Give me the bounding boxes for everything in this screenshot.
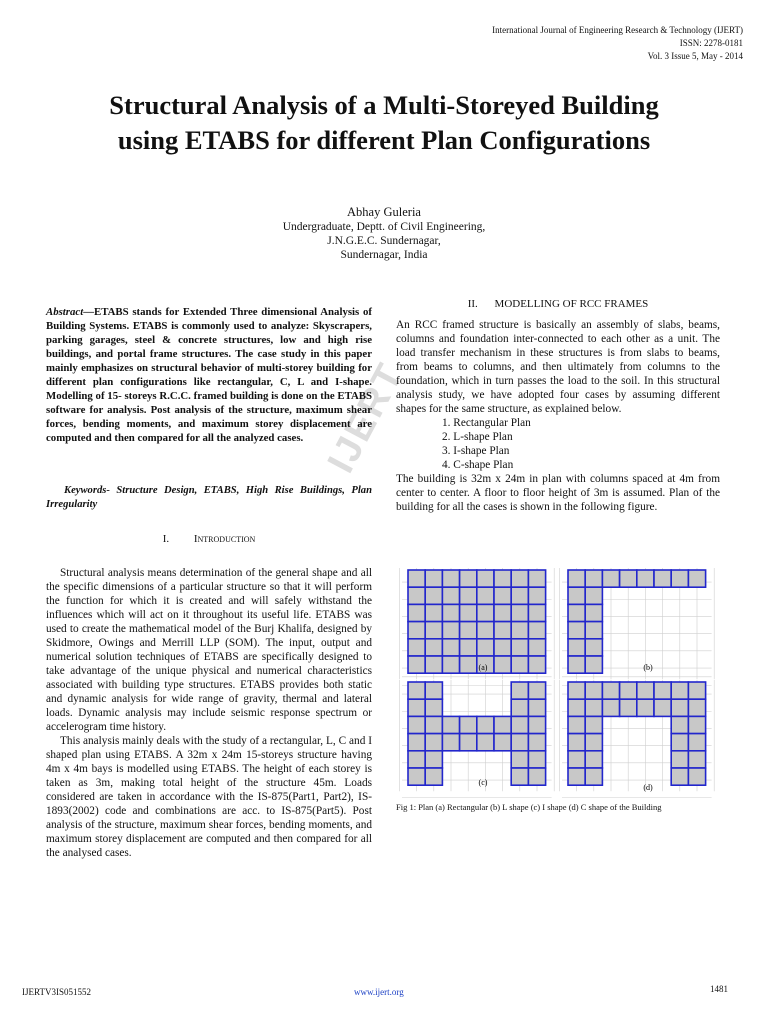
plan-bay: [425, 656, 442, 673]
plan-bay: [425, 734, 442, 751]
plan-l-shape: [559, 566, 714, 685]
plan-bay: [494, 734, 511, 751]
plan-bay: [585, 587, 602, 604]
plan-bay: [688, 699, 705, 716]
plan-bay: [688, 682, 705, 699]
plan-bay: [460, 656, 477, 673]
plan-bay: [585, 699, 602, 716]
plan-bay: [408, 751, 425, 768]
case-list: [396, 416, 720, 472]
plan-bay: [528, 570, 545, 587]
plan-bay: [511, 587, 528, 604]
plan-bay: [585, 734, 602, 751]
plan-bay: [460, 622, 477, 639]
plan-bay: [408, 570, 425, 587]
plan-bay: [408, 604, 425, 621]
plan-bay: [442, 587, 459, 604]
plan-bay: [568, 751, 585, 768]
plan-bay: [494, 587, 511, 604]
plan-bay: [602, 699, 619, 716]
section-heading-introduction: [46, 533, 372, 545]
plan-bay: [637, 699, 654, 716]
plan-bay: [585, 751, 602, 768]
plan-bay: [602, 682, 619, 699]
plan-bay: [585, 639, 602, 656]
plan-bay: [511, 751, 528, 768]
plan-bay: [494, 570, 511, 587]
figure-caption: Fig 1: Plan (a) Rectangular (b) L shape (c) I shape (d) C shape of the Building: [396, 802, 662, 812]
plan-bay: [568, 699, 585, 716]
title-line-2: using ETABS for different Plan Configurations: [117, 125, 651, 155]
plan-bay: [460, 604, 477, 621]
plan-bay: [671, 682, 688, 699]
plan-bay: [494, 716, 511, 733]
plan-rectangular: [399, 566, 554, 685]
author-block: [0, 205, 768, 262]
plan-bay: [425, 604, 442, 621]
plan-bay: [585, 768, 602, 785]
plan-bay: [442, 622, 459, 639]
plan-bay: [511, 716, 528, 733]
figure-label-a: (a): [478, 663, 488, 672]
title-line-1: Structural Analysis of a Multi-Storeyed Building: [109, 90, 659, 120]
abstract: [46, 305, 372, 445]
plan-bay: [408, 656, 425, 673]
plan-bay: [408, 587, 425, 604]
plan-bay: [477, 734, 494, 751]
plan-bay: [585, 682, 602, 699]
plan-figure: [398, 566, 720, 798]
plan-bay: [425, 768, 442, 785]
plan-bay: [494, 622, 511, 639]
section-2-title: MODELLING OF RCC FRAMES: [494, 298, 649, 310]
author-affiliation-2: J.N.G.E.C. Sundernagar,: [327, 235, 441, 247]
plan-bay: [442, 604, 459, 621]
plan-bay: [425, 716, 442, 733]
case-item: 4. C-shape Plan: [442, 459, 514, 471]
plan-bay: [620, 699, 637, 716]
plan-bay: [442, 639, 459, 656]
plan-bay: [568, 734, 585, 751]
plan-bay: [408, 699, 425, 716]
plan-bay: [568, 587, 585, 604]
plan-bay: [408, 768, 425, 785]
plan-bay: [568, 570, 585, 587]
modelling-body: [396, 318, 720, 514]
plan-bay: [425, 699, 442, 716]
keywords-text: Structure Design, ETABS, High Rise Buildings, Plan Irregularity: [46, 485, 372, 510]
plan-bay: [585, 570, 602, 587]
plan-bay: [494, 656, 511, 673]
plan-bay: [511, 656, 528, 673]
abstract-label: Abstract: [46, 306, 84, 318]
journal-name: International Journal of Engineering Research & Technology (IJERT): [492, 25, 743, 35]
plan-bay: [460, 587, 477, 604]
case-item: 2. L-shape Plan: [442, 431, 513, 443]
section-heading-modelling: [396, 298, 720, 310]
plan-bay: [408, 682, 425, 699]
plan-bay: [528, 604, 545, 621]
plan-bay: [477, 604, 494, 621]
plan-bay: [528, 682, 545, 699]
plan-bay: [671, 716, 688, 733]
plan-bay: [528, 639, 545, 656]
plan-bay: [637, 570, 654, 587]
plan-bay: [528, 768, 545, 785]
plan-bay: [477, 570, 494, 587]
abstract-dash: —: [83, 306, 94, 318]
plan-bay: [620, 682, 637, 699]
plan-bay: [671, 768, 688, 785]
plan-bay: [477, 639, 494, 656]
plan-bay: [408, 734, 425, 751]
plan-bay: [442, 570, 459, 587]
journal-header: [492, 24, 743, 63]
plan-bay: [511, 682, 528, 699]
plan-bay: [528, 622, 545, 639]
plan-bay: [585, 622, 602, 639]
abstract-text: ETABS stands for Extended Three dimensional Analysis of Building Systems. ETABS is commonly used to analyze: Skyscrapers, parking garages, steel & concrete structures, low and high rise buildings, and portal frame structures. The case study in this paper mainly emphasizes on structural behavior of multi-storey building for different plan configurations like rectangular, C, L and I-shape. Modelling of 15- storeys R.C.C. framed building is done on the ETABS software for analysis. Post analysis of the structure, maximum shear forces, bending moments, and maximum storey displacement are computed and then compared for all the analyzed cases.: [46, 306, 372, 444]
plan-bay: [688, 734, 705, 751]
author-affiliation-1: Undergraduate, Deptt. of Civil Engineering,: [282, 221, 486, 233]
plan-bay: [688, 751, 705, 768]
plan-bay: [528, 734, 545, 751]
plan-bay: [511, 699, 528, 716]
plan-bay: [654, 570, 671, 587]
plan-bay: [494, 604, 511, 621]
plan-bay: [528, 656, 545, 673]
introduction-body: [46, 566, 372, 860]
plan-bay: [528, 587, 545, 604]
plan-bay: [568, 716, 585, 733]
plan-bay: [425, 587, 442, 604]
plan-bay: [568, 682, 585, 699]
plan-bay: [408, 716, 425, 733]
plan-bay: [671, 734, 688, 751]
section-2-number: II.: [467, 298, 478, 310]
author-affiliation-3: Sundernagar, India: [340, 249, 428, 261]
plan-bay: [585, 656, 602, 673]
plan-bay: [585, 604, 602, 621]
plan-bay: [528, 699, 545, 716]
plan-bay: [637, 682, 654, 699]
plan-bay: [408, 639, 425, 656]
plan-bay: [494, 639, 511, 656]
plan-c-shape: [559, 677, 714, 797]
page-number: 1481: [710, 984, 728, 994]
plan-bay: [442, 656, 459, 673]
plan-i-shape: [399, 677, 554, 797]
plan-bay: [425, 622, 442, 639]
paper-id: IJERTV3IS051552: [22, 987, 91, 997]
plan-bay: [425, 751, 442, 768]
plan-bay: [477, 587, 494, 604]
rcc-paragraph-1: An RCC framed structure is basically an assembly of slabs, beams, columns and foundation inter-connected to each other as a unit. The load transfer mechanism in these structures is from slabs to beams, from beams to columns, and then ultimately from columns to the foundation, which in turn passes the load to the soil. In this structural analysis study, we have adopted four cases by assuming different shapes for the same structure, as explained below.: [396, 319, 720, 415]
intro-paragraph-1: Structural analysis means determination of the general shape and all the specific dimensions of a particular structure so that it will perform the function for which it is created and will safely withstand the influences which will act on it throughout its useful life. ETABS was used to create the mathematical model of the Burj Khalifa, designed by Skidmore, Owings and Merrill LLP (SOM). The input, output and numerical solution techniques of ETABS are specifically designed to take advantage of the unique physical and numerical characteristics associated with building type structures. ETABS provides both static and dynamic analysis for wide range of gravity, thermal and lateral loads. Dynamic analysis may include seismic response spectrum or accelerogram time history.: [46, 567, 372, 733]
plan-bay: [568, 604, 585, 621]
issn: ISSN: 2278-0181: [679, 38, 743, 48]
plan-bay: [460, 639, 477, 656]
plan-bay: [477, 716, 494, 733]
keywords-label: Keywords-: [64, 485, 110, 496]
plan-bay: [568, 639, 585, 656]
plan-bay: [425, 682, 442, 699]
plan-bay: [442, 734, 459, 751]
paper-title: [30, 88, 738, 158]
figure-label-d: (d): [643, 783, 653, 792]
plan-bay: [477, 622, 494, 639]
intro-paragraph-2: This analysis mainly deals with the study of a rectangular, L, C and I shaped plan using ETABS. A 32m x 24m 15-storeys structure having 4m x 4m bays is modelled using ETABS. The height of each storey is taken as 3m, making total height of the structure 45m. Loads considered are taken in accordance with the IS-875(Part1, Part2), IS-1893(2002) code and combinations are acc. to IS-875(Part5). Post analysis of the structure, maximum shear forces, bending moments, and maximum storey displacement are computed and then compared for all the analysed cases.: [46, 735, 372, 859]
plan-bay: [585, 716, 602, 733]
rcc-paragraph-2: The building is 32m x 24m in plan with columns spaced at 4m from center to center. A floor to floor height of 3m is assumed. Plan of the building for all the cases is shown in the following figure.: [396, 473, 720, 513]
journal-url[interactable]: www.ijert.org: [354, 987, 404, 997]
case-item: 1. Rectangular Plan: [442, 417, 531, 429]
plan-bay: [460, 716, 477, 733]
plan-bay: [528, 751, 545, 768]
section-1-number: I.: [162, 533, 170, 545]
plan-bay: [671, 751, 688, 768]
plan-bay: [568, 768, 585, 785]
plan-bay: [511, 604, 528, 621]
plan-bay: [528, 716, 545, 733]
plan-bay: [511, 622, 528, 639]
plan-bay: [460, 570, 477, 587]
plan-bay: [568, 656, 585, 673]
figure-label-b: (b): [643, 663, 653, 672]
plan-bay: [425, 570, 442, 587]
case-item: 3. I-shape Plan: [442, 445, 510, 457]
plan-bay: [442, 716, 459, 733]
plan-bay: [688, 570, 705, 587]
figure-label-c: (c): [478, 778, 488, 787]
section-1-title: Introduction: [193, 533, 256, 545]
plan-bay: [688, 768, 705, 785]
plan-bay: [671, 699, 688, 716]
plan-bay: [511, 570, 528, 587]
plan-bay: [511, 768, 528, 785]
plan-bay: [425, 639, 442, 656]
plan-bay: [511, 639, 528, 656]
volume-issue: Vol. 3 Issue 5, May - 2014: [647, 51, 743, 61]
plan-bay: [620, 570, 637, 587]
plan-bay: [460, 734, 477, 751]
plan-bay: [654, 682, 671, 699]
watermark: IJERT: [320, 356, 413, 480]
plan-bay: [688, 716, 705, 733]
plan-bay: [671, 570, 688, 587]
plan-bay: [511, 734, 528, 751]
author-name: Abhay Guleria: [347, 205, 421, 219]
plan-bay: [408, 622, 425, 639]
plan-bay: [602, 570, 619, 587]
keywords: [46, 484, 372, 512]
plan-bay: [654, 699, 671, 716]
plan-bay: [568, 622, 585, 639]
